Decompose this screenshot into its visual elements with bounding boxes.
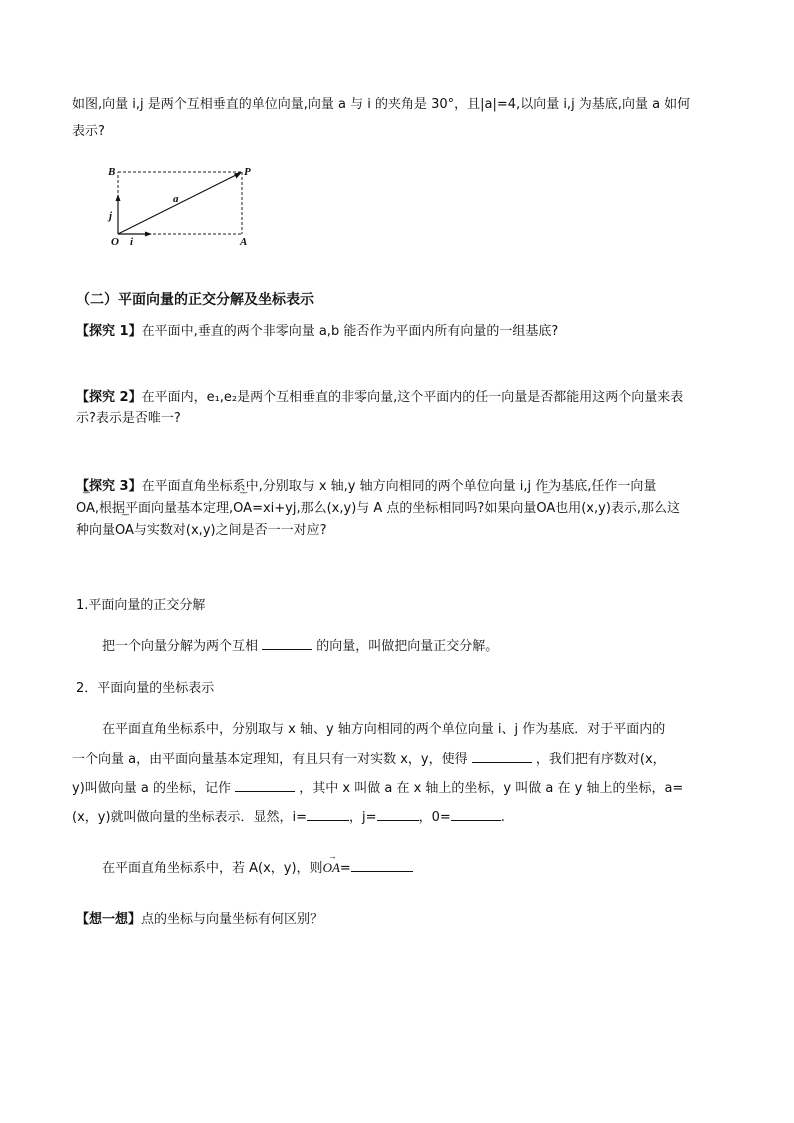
item-2-p1-line-2 [72,750,666,769]
think-text: 点的坐标与向量坐标有何区别？ [141,912,324,927]
intro-line-2: 表示? [72,124,105,139]
explore-2-tag: 【探究 2】 [76,390,142,405]
explore-3-text-3a: 种向量 [76,523,116,538]
item-2-p1-line-4 [72,808,505,827]
vector-OA-3: ‾‾ OA [536,492,556,516]
item-2-p1-line-4-end: . [500,810,505,825]
blank-j-coordinate[interactable] [377,808,419,821]
intro-line-1: 如图,向量 i,j 是两个互相垂直的单位向量,向量 a 与 i 的夹角是 30°，且|a|=4,以向量 i,j 为基底,向量 a 如何 [72,97,691,112]
explore-3-line-1 [76,478,656,496]
vector-i-arrowhead [145,232,152,237]
think-block [76,911,323,929]
blank-i-coordinate[interactable] [307,808,349,821]
blank-decomposition[interactable] [472,750,532,763]
item-2-p1-line-3-pre: y)叫做向量 a 的坐标，记作 [72,781,231,796]
explore-3-line-2 [76,492,681,518]
item-2-title: 2．平面向量的坐标表示 [76,681,215,696]
overline-arrow-icon: ‾‾ [543,492,549,502]
vector-OA-4: ‾‾ OA [115,514,134,538]
label-O: O [111,236,119,248]
explore-1-tag: 【探究 1】 [76,324,142,339]
explore-3-text-2a: ,根据平面向量基本定理, [94,501,234,516]
item-2-p2-pre: 在平面直角坐标系中，若 A(x，y)，则 [102,861,323,876]
label-i: i [130,236,134,248]
explore-2-line-2: 示?表示是否唯一? [76,411,181,426]
section-title: （二）平面向量的正交分解及坐标表示 [76,292,314,308]
item-1-pre: 把一个向量分解为两个互相 [102,639,259,654]
explore-1-text: 在平面中,垂直的两个非零向量 a,b 能否作为平面内所有向量的一组基底? [141,324,559,339]
label-B: B [108,166,116,178]
vector-OA-5: → OA [322,851,340,875]
blank-OA-coordinate[interactable] [351,859,413,872]
explore-3-text-1: 在平面直角坐标系中,分别取与 x 轴,y 轴方向相同的两个单位向量 i,j 作为基底,任作一向量 [141,479,657,494]
item-2-p1-line-4-j: ，j= [349,810,377,825]
blank-orthogonal[interactable] [262,637,312,650]
explore-1 [76,323,558,341]
item-2-p1-line-1: 在平面直角坐标系中，分别取与 x 轴、y 轴方向相同的两个单位向量 i、j 作为基底．对于平面内的 [102,722,666,737]
explore-3-text-2c: 也用(x,y)表示,那么这 [555,501,681,516]
item-2-p1-line-4-pre: (x，y)就叫做向量的坐标表示．显然，i= [72,810,308,825]
label-j: j [109,210,113,222]
label-P: P [244,166,251,178]
overline-arrow-icon: ‾‾ [82,492,88,502]
vector-figure [100,162,270,252]
label-a: a [173,193,179,205]
explore-3-tag: 【探究 3】 [76,479,142,494]
item-2-p2 [102,851,413,878]
think-tag: 【想一想】 [76,912,142,927]
overline-arrow-icon: ‾‾ [121,514,127,524]
blank-zero-coordinate[interactable] [451,808,501,821]
item-1-body [102,637,498,656]
item-2-p1-line-3-post: ，其中 x 叫做 a 在 x 轴上的坐标，y 叫做 a 在 y 轴上的坐标，a= [299,781,684,796]
explore-2-text-1: 在平面内，e₁,e₂是两个互相垂直的非零向量,这个平面内的任一向量是否都能用这两个向量来表 [141,390,684,405]
blank-coordinate-notation[interactable] [235,779,295,792]
item-1-post: 的向量，叫做把向量正交分解。 [316,639,499,654]
explore-3-text-2b: =xi+yj,那么(x,y)与 A 点的坐标相同吗?如果向量 [252,501,537,516]
item-2-p1-line-2-pre: 一个向量 a，由平面向量基本定理知，有且只有一对实数 x，y，使得 [72,752,468,767]
item-2-p1-line-2-post: ，我们把有序数对(x， [535,752,666,767]
item-1-title: 1.平面向量的正交分解 [76,598,206,613]
item-2-p1-line-4-zero: ，0= [418,810,451,825]
vector-OA-1: ‾‾ OA [76,492,95,516]
explore-3-line-3 [76,514,327,540]
item-2-p1-line-3 [72,779,683,798]
vector-a-arrowhead [234,172,242,179]
overline-arrow-icon: ‾‾ [240,492,246,502]
vector-OA-2: ‾‾ OA [233,492,253,516]
item-2-p2-eq: = [339,861,351,876]
explore-3-text-3b: 与实数对(x,y)之间是否一一对应? [133,523,327,538]
explore-2-line-1 [76,389,683,407]
right-arrow-icon: → [327,851,335,861]
label-A: A [240,236,248,248]
